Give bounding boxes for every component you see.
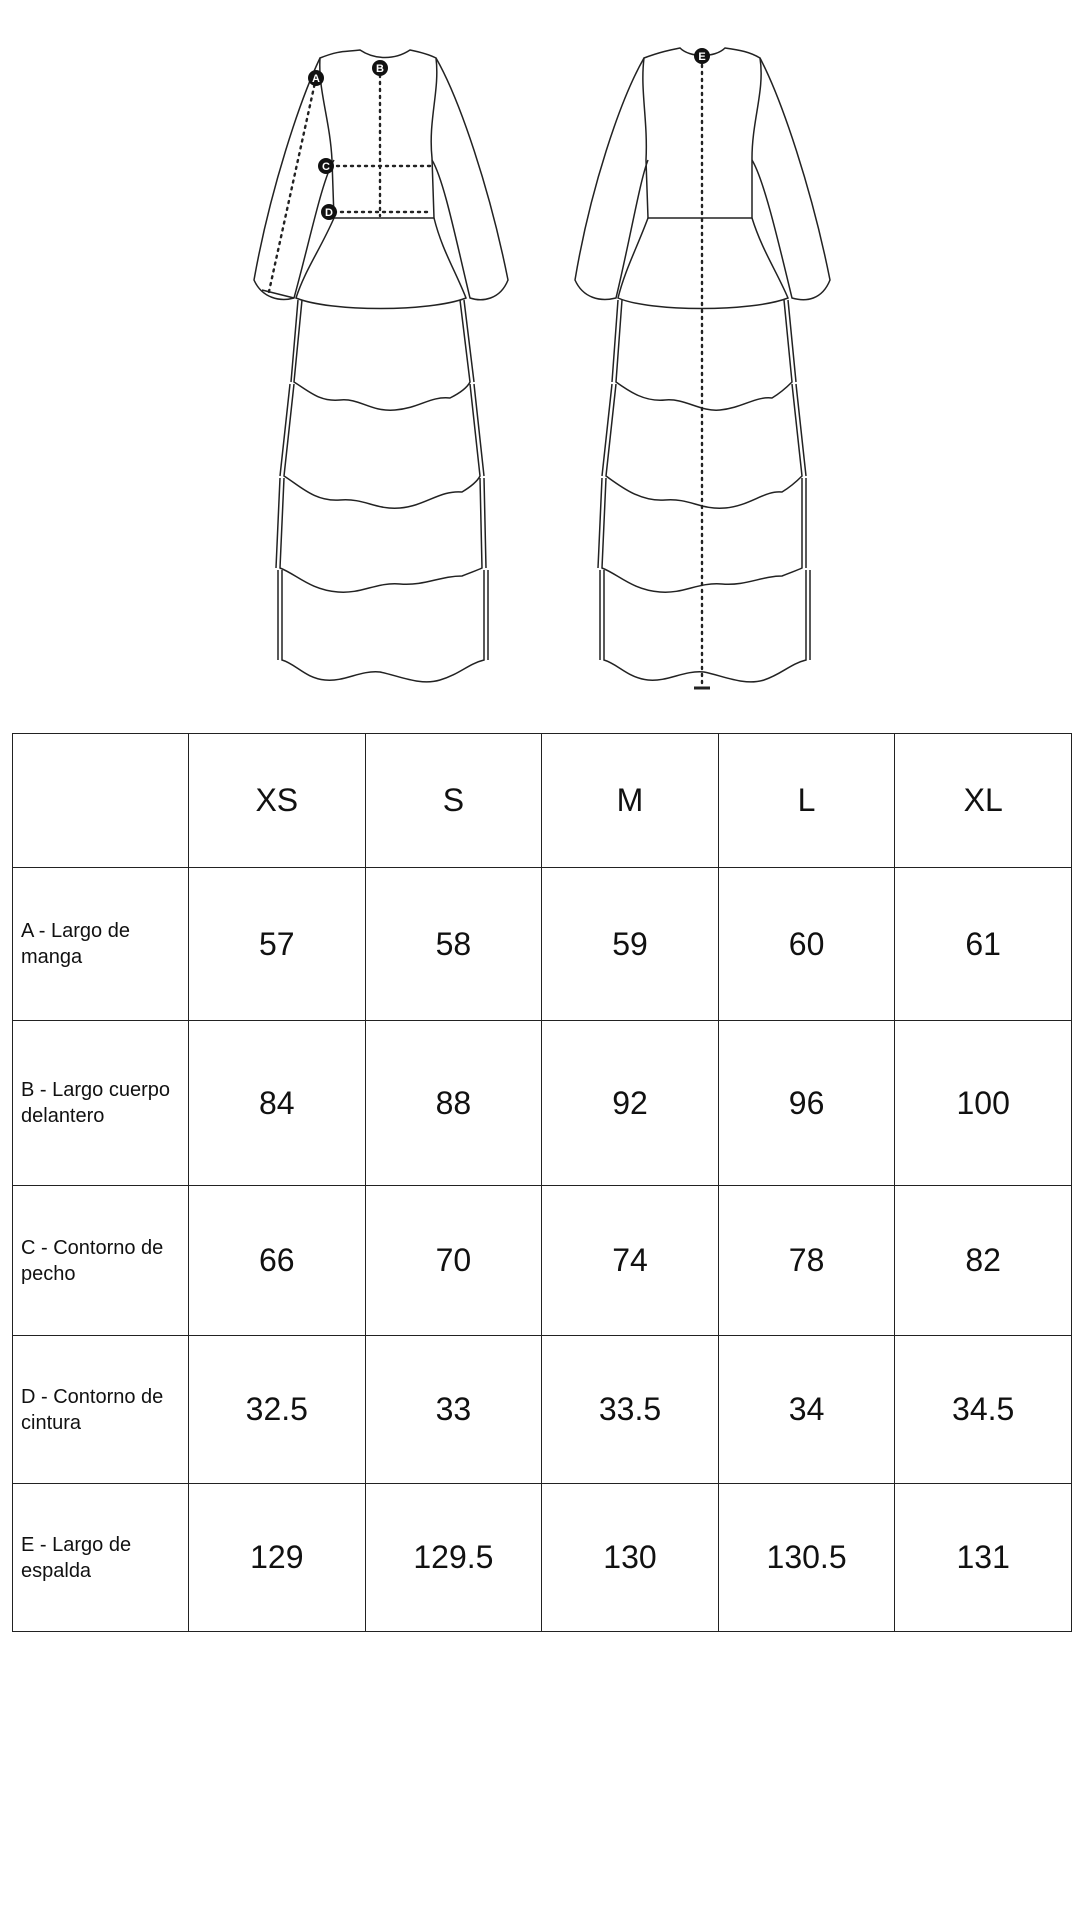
table-cell: 129	[189, 1484, 366, 1632]
table-cell: 59	[542, 868, 719, 1021]
marker-b	[372, 60, 388, 76]
table-cell: 58	[365, 868, 542, 1021]
table-cell: 33.5	[542, 1336, 719, 1484]
size-header-m: M	[542, 734, 719, 868]
table-cell: 130.5	[718, 1484, 895, 1632]
svg-text:B: B	[376, 63, 384, 75]
table-cell: 96	[718, 1021, 895, 1186]
table-cell: 66	[189, 1186, 366, 1336]
table-cell: 34	[718, 1336, 895, 1484]
marker-d	[321, 204, 337, 220]
back-view-dress	[575, 48, 830, 688]
size-header-l: L	[718, 734, 895, 868]
size-chart-table	[12, 733, 1072, 1632]
row-label: A - Largo de manga	[13, 868, 189, 1021]
marker-a	[308, 70, 324, 86]
svg-text:D: D	[325, 207, 333, 219]
table-row	[13, 1336, 1072, 1484]
table-cell: 32.5	[189, 1336, 366, 1484]
svg-text:E: E	[698, 51, 706, 63]
size-header-row	[13, 734, 1072, 868]
size-header-xl: XL	[895, 734, 1072, 868]
row-label: C - Contorno de pecho	[13, 1186, 189, 1336]
table-cell: 82	[895, 1186, 1072, 1336]
svg-text:A: A	[312, 73, 320, 85]
table-cell: 100	[895, 1021, 1072, 1186]
table-cell: 84	[189, 1021, 366, 1186]
table-row	[13, 1186, 1072, 1336]
marker-e	[694, 48, 710, 64]
table-cell: 61	[895, 868, 1072, 1021]
table-cell: 33	[365, 1336, 542, 1484]
row-label: E - Largo de espalda	[13, 1484, 189, 1632]
table-row	[13, 1021, 1072, 1186]
table-cell: 74	[542, 1186, 719, 1336]
front-view-dress	[254, 50, 508, 682]
size-header-xs: XS	[189, 734, 366, 868]
table-cell: 70	[365, 1186, 542, 1336]
row-label: B - Largo cuerpo delantero	[13, 1021, 189, 1186]
table-cell: 57	[189, 868, 366, 1021]
row-label: D - Contorno de cintura	[13, 1336, 189, 1484]
corner-cell	[13, 734, 189, 868]
garment-measurement-diagram	[0, 0, 1080, 710]
table-cell: 130	[542, 1484, 719, 1632]
table-row	[13, 1484, 1072, 1632]
table-cell: 92	[542, 1021, 719, 1186]
table-cell: 34.5	[895, 1336, 1072, 1484]
table-row	[13, 868, 1072, 1021]
marker-c	[318, 158, 334, 174]
svg-text:C: C	[322, 161, 330, 173]
table-cell: 60	[718, 868, 895, 1021]
table-cell: 78	[718, 1186, 895, 1336]
table-cell: 88	[365, 1021, 542, 1186]
table-cell: 129.5	[365, 1484, 542, 1632]
table-cell: 131	[895, 1484, 1072, 1632]
size-header-s: S	[365, 734, 542, 868]
